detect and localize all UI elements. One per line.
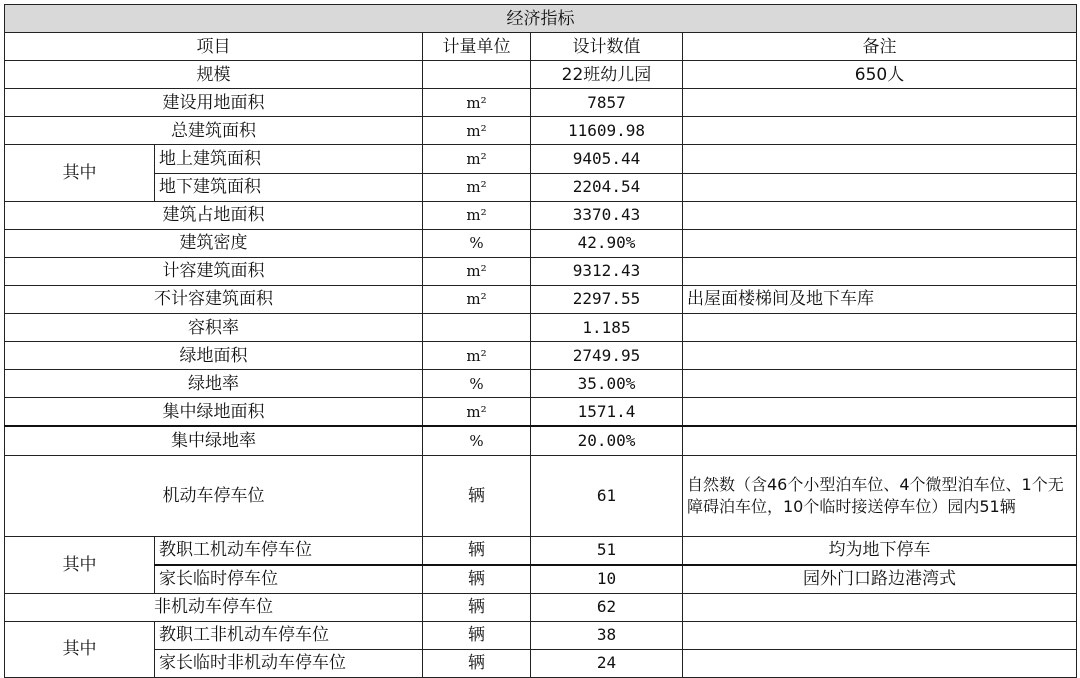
row-item: 地上建筑面积	[155, 145, 423, 173]
header-note: 备注	[683, 33, 1077, 61]
row-item: 地下建筑面积	[155, 173, 423, 201]
table-row	[5, 229, 1077, 257]
row-note	[683, 593, 1077, 621]
header-item: 项目	[5, 33, 423, 61]
row-item: 机动车停车位	[5, 455, 423, 536]
row-note	[683, 145, 1077, 173]
row-note	[683, 370, 1077, 398]
row-unit: 辆	[423, 593, 531, 621]
row-item: 容积率	[5, 314, 423, 342]
row-unit: 辆	[423, 621, 531, 649]
row-value: 61	[531, 455, 683, 536]
row-note	[683, 426, 1077, 455]
group-label: 其中	[5, 536, 155, 593]
table-row	[5, 89, 1077, 117]
row-item: 建设用地面积	[5, 89, 423, 117]
row-unit: m²	[423, 285, 531, 313]
table-row	[5, 649, 1077, 677]
row-unit: %	[423, 229, 531, 257]
row-value: 35.00%	[531, 370, 683, 398]
table-row	[5, 593, 1077, 621]
table-row	[5, 621, 1077, 649]
table-row	[5, 145, 1077, 173]
row-value: 1571.4	[531, 398, 683, 427]
row-note	[683, 621, 1077, 649]
header-row	[5, 33, 1077, 61]
row-note	[683, 117, 1077, 145]
table-row	[5, 201, 1077, 229]
row-value: 24	[531, 649, 683, 677]
row-unit: m²	[423, 342, 531, 370]
table-row	[5, 342, 1077, 370]
row-item: 集中绿地率	[5, 426, 423, 455]
group-label: 其中	[5, 621, 155, 677]
row-item: 非机动车停车位	[5, 593, 423, 621]
table-row	[5, 61, 1077, 89]
title-row	[5, 5, 1077, 33]
row-unit	[423, 61, 531, 89]
row-value: 3370.43	[531, 201, 683, 229]
row-value: 9405.44	[531, 145, 683, 173]
row-unit: m²	[423, 201, 531, 229]
row-value: 38	[531, 621, 683, 649]
row-unit	[423, 314, 531, 342]
row-note	[683, 89, 1077, 117]
row-value: 2204.54	[531, 173, 683, 201]
table-row	[5, 455, 1077, 536]
table-row	[5, 398, 1077, 427]
row-note	[683, 398, 1077, 427]
row-unit: %	[423, 426, 531, 455]
table-row	[5, 117, 1077, 145]
table-row	[5, 426, 1077, 455]
table-title: 经济指标	[5, 5, 1077, 33]
table-row	[5, 257, 1077, 285]
row-unit: %	[423, 370, 531, 398]
row-note: 出屋面楼梯间及地下车库	[683, 285, 1077, 313]
economic-indicators-sheet	[4, 4, 1076, 678]
table-row	[5, 536, 1077, 565]
row-item: 家长临时非机动车停车位	[155, 649, 423, 677]
row-item: 教职工机动车停车位	[155, 536, 423, 565]
row-item: 集中绿地面积	[5, 398, 423, 427]
row-value: 10	[531, 565, 683, 594]
row-item: 规模	[5, 61, 423, 89]
table-row	[5, 565, 1077, 594]
row-value: 9312.43	[531, 257, 683, 285]
row-note: 园外门口路边港湾式	[683, 565, 1077, 594]
header-unit: 计量单位	[423, 33, 531, 61]
row-item: 建筑密度	[5, 229, 423, 257]
row-item: 建筑占地面积	[5, 201, 423, 229]
table-row	[5, 173, 1077, 201]
row-unit: m²	[423, 257, 531, 285]
row-value: 62	[531, 593, 683, 621]
row-value: 51	[531, 536, 683, 565]
group-label: 其中	[5, 145, 155, 201]
row-value: 42.90%	[531, 229, 683, 257]
row-unit: m²	[423, 145, 531, 173]
row-unit: 辆	[423, 649, 531, 677]
row-note	[683, 201, 1077, 229]
row-unit: 辆	[423, 536, 531, 565]
row-note	[683, 173, 1077, 201]
economic-indicators-table	[4, 4, 1077, 678]
table-row	[5, 314, 1077, 342]
row-item: 绿地面积	[5, 342, 423, 370]
row-unit: 辆	[423, 455, 531, 536]
table-row	[5, 370, 1077, 398]
row-value: 1.185	[531, 314, 683, 342]
row-value: 11609.98	[531, 117, 683, 145]
row-value: 22班幼儿园	[531, 61, 683, 89]
row-note	[683, 314, 1077, 342]
row-item: 计容建筑面积	[5, 257, 423, 285]
row-note	[683, 649, 1077, 677]
row-unit: m²	[423, 117, 531, 145]
header-value: 设计数值	[531, 33, 683, 61]
row-value: 2749.95	[531, 342, 683, 370]
row-item: 家长临时停车位	[155, 565, 423, 594]
row-unit: m²	[423, 89, 531, 117]
row-item: 不计容建筑面积	[5, 285, 423, 313]
row-note	[683, 257, 1077, 285]
row-unit: 辆	[423, 565, 531, 594]
row-value: 20.00%	[531, 426, 683, 455]
row-note	[683, 342, 1077, 370]
row-item: 教职工非机动车停车位	[155, 621, 423, 649]
row-value: 7857	[531, 89, 683, 117]
row-note	[683, 229, 1077, 257]
row-note: 均为地下停车	[683, 536, 1077, 565]
row-value: 2297.55	[531, 285, 683, 313]
row-note: 自然数（含46个小型泊车位、4个微型泊车位、1个无障碍泊车位，10个临时接送停车位）园内51辆	[683, 455, 1077, 536]
row-item: 总建筑面积	[5, 117, 423, 145]
row-item: 绿地率	[5, 370, 423, 398]
row-unit: m²	[423, 398, 531, 427]
row-note: 650人	[683, 61, 1077, 89]
row-unit: m²	[423, 173, 531, 201]
table-row	[5, 285, 1077, 313]
